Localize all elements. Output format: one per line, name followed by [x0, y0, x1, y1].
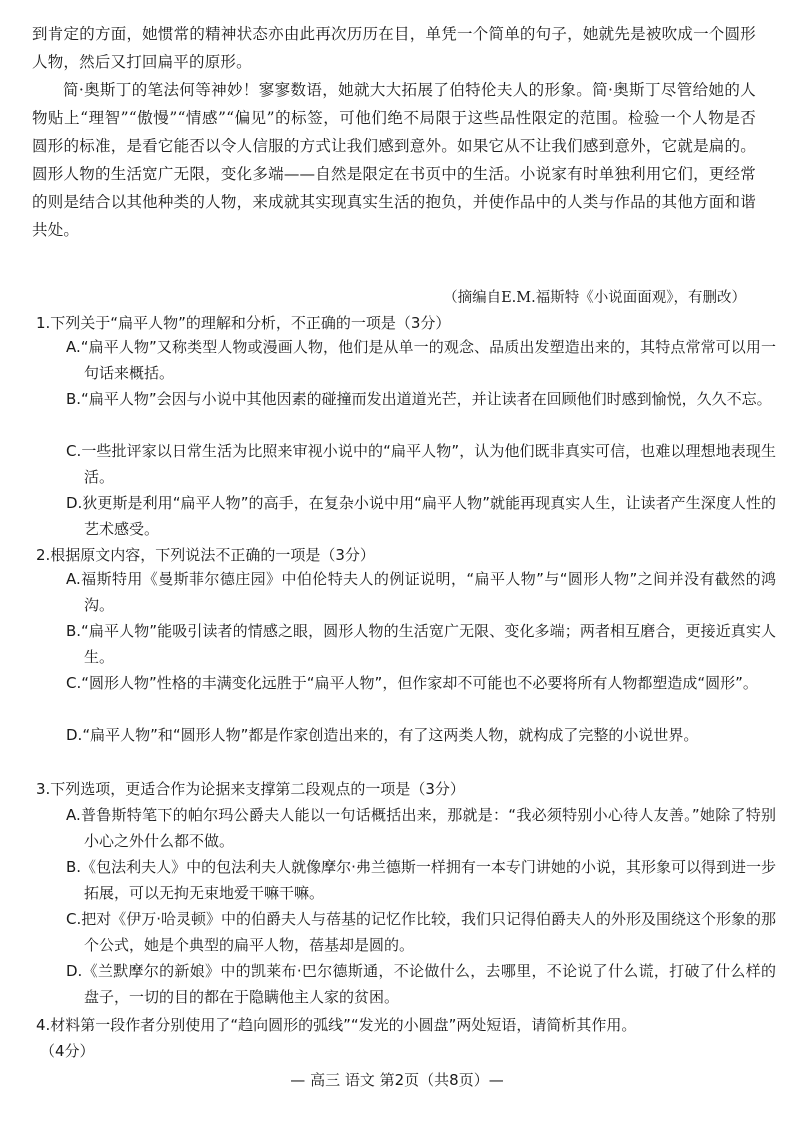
question-2-option-b: B.“扁平人物”能吸引读者的情感之眼，圆形人物的生活宽广无限、变化多端；两者相互磨合，更接近真实人生。	[66, 622, 776, 666]
passage-paragraph-2: 简·奥斯丁的笔法何等神妙！寥寥数语，她就大大拓展了伯特伦夫人的形象。简·奥斯丁尽管给她的人物贴上“理智”“傲慢”“情感”“偏见”的标签，可他们绝不局限于这些品性限定的范围。检验一个人物是否圆形的标准，是看它能否以令人信服的方式让我们感到意外。如果它从不让我们感到意外，它就是扁的。圆形人物的生活宽广无限，变化多端——自然是限定在书页中的生活。小说家有时单独利用它们，更经常的则是结合以其他种类的人物，来成就其实现真实生活的抱负，并使作品中的人类与作品的其他方面和谐共处。	[32, 81, 756, 239]
question-1-option-d: D.狄更斯是利用“扁平人物”的高手，在复杂小说中用“扁平人物”就能再现真实人生，让读者产生深度人性的艺术感受。	[66, 494, 776, 538]
question-4-stem: 4.材料第一段作者分别使用了“趋向圆形的弧线”“发光的小圆盘”两处短语，请简析其作用。	[36, 1016, 637, 1034]
question-2-stem: 2.根据原文内容，下列说法不正确的一项是（3分）	[36, 546, 375, 564]
question-3-option-b: B.《包法利夫人》中的包法利夫人就像摩尔·弗兰德斯一样拥有一本专门讲她的小说，其形象可以得到进一步拓展，可以无拘无束地爱干嘛干嘛。	[66, 858, 776, 902]
question-4-score: （4分）	[40, 1042, 95, 1060]
question-3-stem: 3.下列选项，更适合作为论据来支撑第二段观点的一项是（3分）	[36, 780, 465, 798]
passage-paragraph-continued: 到肯定的方面，她惯常的精神状态亦由此再次历历在目，单凭一个简单的句子，她就先是被吹成一个圆形人物，然后又打回扁平的原形。	[32, 25, 756, 71]
page-footer: — 高三 语文 第2页（共8页）—	[290, 1071, 504, 1089]
question-1-option-a: A.“扁平人物”又称类型人物或漫画人物，他们是从单一的观念、品质出发塑造出来的，其特点常常可以用一句话来概括。	[66, 338, 776, 382]
question-1-option-c: C.一些批评家以日常生活为比照来审视小说中的“扁平人物”，认为他们既非真实可信，也难以理想地表现生活。	[66, 442, 776, 486]
question-2-option-c: C.“圆形人物”性格的丰满变化远胜于“扁平人物”，但作家却不可能也不必要将所有人物都塑造成“圆形”。	[66, 674, 758, 692]
question-1-option-b: B.“扁平人物”会因与小说中其他因素的碰撞而发出道道光芒，并让读者在回顾他们时感到愉悦，久久不忘。	[66, 390, 772, 408]
question-2-option-a: A.福斯特用《曼斯菲尔德庄园》中伯伦特夫人的例证说明，“扁平人物”与“圆形人物”之间并没有截然的鸿沟。	[66, 570, 776, 614]
passage-source: （摘编自E.M.福斯特《小说面面观》，有删改）	[443, 290, 746, 306]
question-3-option-a: A.普鲁斯特笔下的帕尔玛公爵夫人能以一句话概括出来，那就是：“我必须特别小心待人友善。”她除了特别小心之外什么都不做。	[66, 806, 776, 850]
question-1-stem: 1.下列关于“扁平人物”的理解和分析，不正确的一项是（3分）	[36, 314, 451, 332]
question-2-option-d: D.“扁平人物”和“圆形人物”都是作家创造出来的，有了这两类人物，就构成了完整的小说世界。	[66, 726, 699, 744]
question-3-option-d: D.《兰默摩尔的新娘》中的凯莱布·巴尔德斯通，不论做什么，去哪里，不论说了什么谎，打破了什么样的盘子，一切的目的都在于隐瞒他主人家的贫困。	[66, 962, 776, 1006]
question-3-option-c: C.把对《伊万·哈灵顿》中的伯爵夫人与蓓基的记忆作比较，我们只记得伯爵夫人的外形及围绕这个形象的那个公式，她是个典型的扁平人物，蓓基却是圆的。	[66, 910, 777, 954]
